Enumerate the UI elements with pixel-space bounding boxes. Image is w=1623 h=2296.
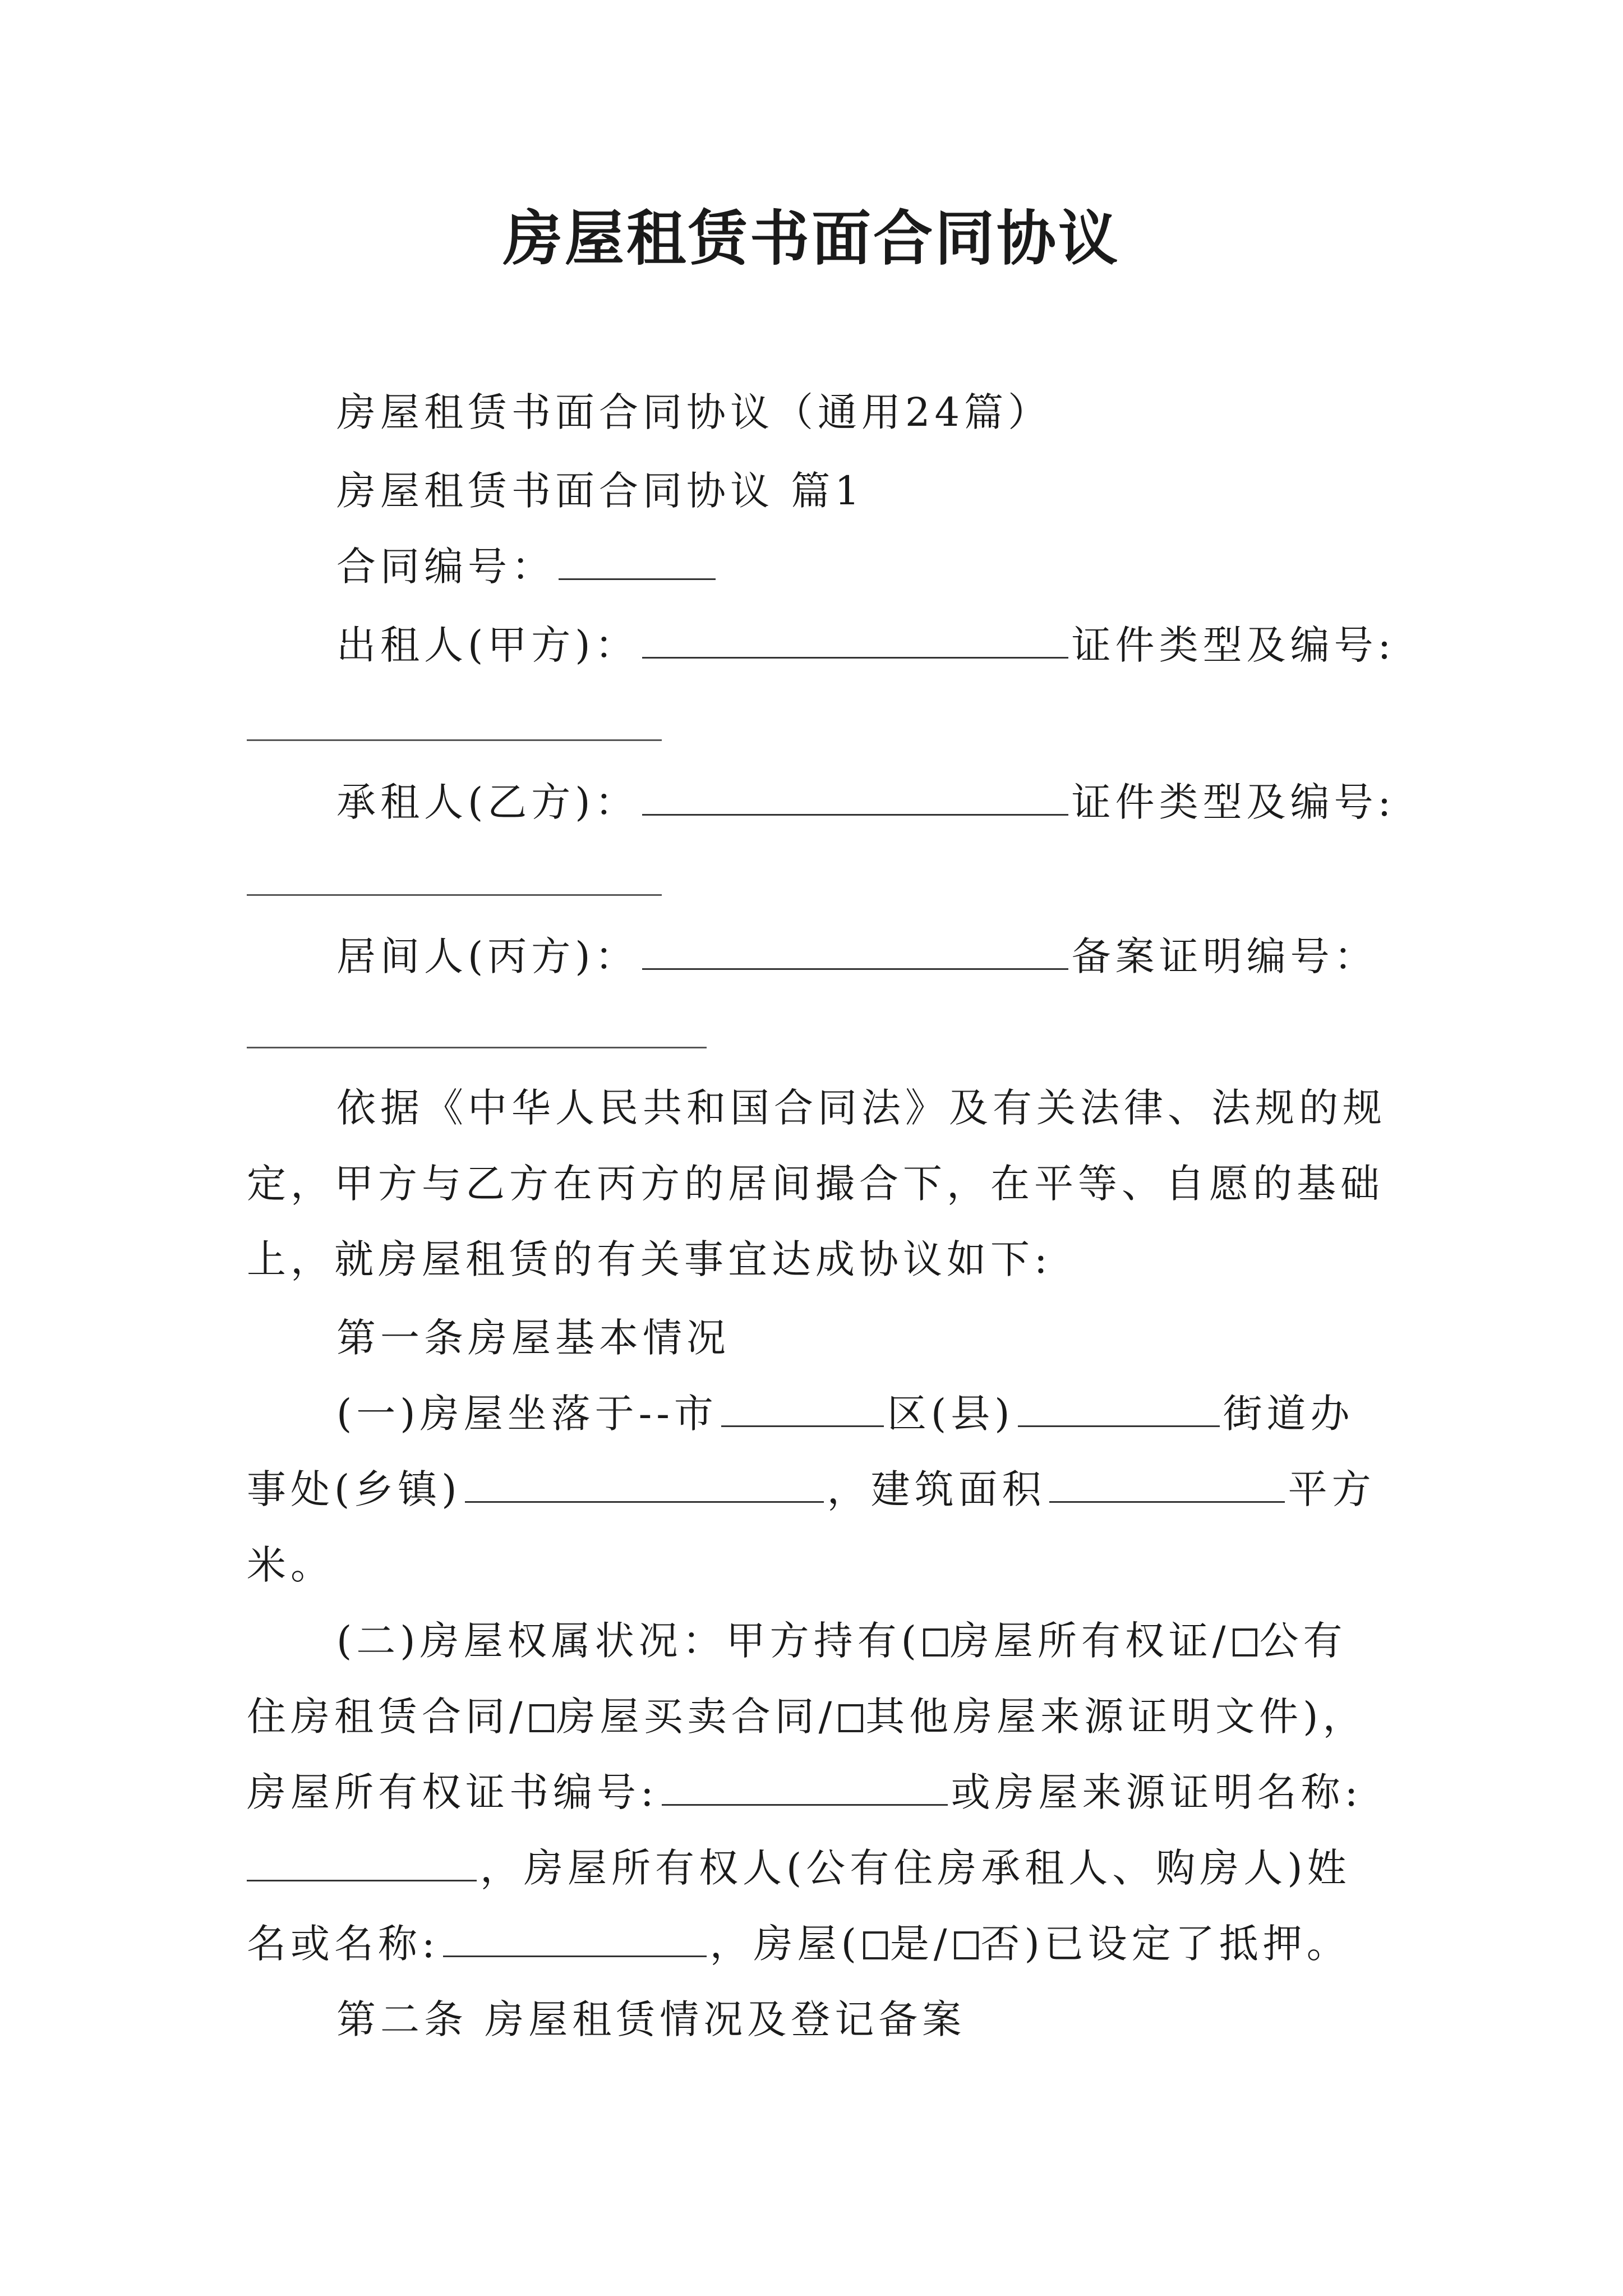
- certificate-number-blank[interactable]: [662, 1769, 948, 1806]
- item-2-line-3: [247, 1767, 1362, 1818]
- agent-blank[interactable]: [642, 933, 1068, 970]
- contract-number-blank[interactable]: [559, 544, 716, 580]
- lessee-label: 承租人(乙方)：: [336, 779, 639, 825]
- mortgage-label: ，房屋(: [709, 1921, 861, 1967]
- owner-name-blank[interactable]: [443, 1921, 707, 1957]
- lessor-blank[interactable]: [642, 622, 1068, 659]
- article-1-heading: 第一条房屋基本情况: [336, 1315, 730, 1361]
- intro-line-3: 上，就房屋租赁的有关事宜达成协议如下:: [247, 1236, 1052, 1282]
- lessor-label: 出租人(甲方)：: [336, 622, 639, 668]
- item-2-line-2: [247, 1691, 1367, 1742]
- unit-label: 平方: [1288, 1466, 1376, 1512]
- lessee-row: [336, 777, 1395, 827]
- source-name-blank[interactable]: [247, 1845, 477, 1881]
- item-1-line-2: [247, 1464, 1376, 1515]
- lessor-row: [336, 620, 1395, 670]
- township-label: 事处(乡镇): [247, 1466, 462, 1512]
- mortgage-no-label: 否)已设定了抵押。: [980, 1921, 1350, 1967]
- floor-area-label: ，建筑面积: [827, 1466, 1046, 1512]
- lessee-blank[interactable]: [642, 779, 1068, 816]
- checkbox-purchase-contract[interactable]: [529, 1704, 554, 1732]
- other-source-label: 其他房屋来源证明文件)，: [865, 1694, 1367, 1740]
- checkbox-other-source[interactable]: [838, 1704, 863, 1732]
- lessor-id-label: 证件类型及编号:: [1071, 622, 1396, 668]
- checkbox-mortgage-no[interactable]: [954, 1931, 979, 1959]
- floor-area-blank[interactable]: [1049, 1466, 1285, 1503]
- contract-number-label: 合同编号：: [336, 544, 555, 590]
- ownership-certificate-label: 房屋所有权证/: [949, 1618, 1230, 1664]
- filing-number-blank[interactable]: [247, 1047, 707, 1048]
- district-label: 区(县): [887, 1391, 1015, 1437]
- intro-line-2: 定，甲方与乙方在丙方的居间撮合下，在平等、自愿的基础: [247, 1161, 1384, 1207]
- checkbox-public-housing[interactable]: [1233, 1628, 1257, 1657]
- item-2-line-4: [247, 1843, 1351, 1893]
- article-2-heading: 第二条 房屋租赁情况及登记备案: [336, 1996, 966, 2042]
- item-2-line-5: [247, 1918, 1350, 1969]
- item-2-line-1: [336, 1616, 1347, 1666]
- filing-label: 备案证明编号：: [1071, 933, 1378, 979]
- agent-row: [336, 931, 1378, 982]
- ownership-label: (二)房屋权属状况：甲方持有(: [336, 1618, 921, 1664]
- city-blank[interactable]: [721, 1391, 884, 1427]
- section-heading: 房屋租赁书面合同协议 篇1: [336, 468, 864, 514]
- checkbox-mortgage-yes[interactable]: [863, 1931, 888, 1959]
- rental-contract-label: 住房租赁合同/: [247, 1694, 527, 1740]
- purchase-contract-label: 房屋买卖合同/: [556, 1694, 837, 1740]
- public-housing-label: 公有: [1259, 1618, 1347, 1664]
- owner-name-label: ，房屋所有权人(公有住房承租人、购房人)姓: [480, 1845, 1351, 1891]
- document-title: 房屋租赁书面合同协议: [503, 203, 1120, 273]
- checkbox-ownership-certificate[interactable]: [923, 1628, 948, 1657]
- certificate-number-label: 房屋所有权证书编号:: [247, 1769, 658, 1815]
- contract-number-row: [336, 541, 719, 592]
- lessee-id-label: 证件类型及编号:: [1071, 779, 1396, 825]
- owner-name-label-cont: 名或名称:: [247, 1921, 440, 1967]
- item-1-line-3: 米。: [247, 1542, 334, 1588]
- township-blank[interactable]: [465, 1466, 824, 1503]
- source-name-label: 或房屋来源证明名称:: [951, 1769, 1363, 1815]
- subtitle: 房屋租赁书面合同协议（通用24篇）: [336, 389, 1052, 435]
- mortgage-yes-label: 是/: [889, 1921, 952, 1967]
- lessee-id-blank[interactable]: [247, 894, 662, 896]
- item-1-line-1: [336, 1388, 1354, 1439]
- street-office-label: 街道办: [1223, 1391, 1354, 1437]
- intro-line-1: 依据《中华人民共和国合同法》及有关法律、法规的规: [336, 1085, 1386, 1131]
- item-1-location-label: (一)房屋坐落于--市: [336, 1391, 718, 1437]
- agent-label: 居间人(丙方)：: [336, 933, 639, 979]
- lessor-id-blank[interactable]: [247, 739, 662, 741]
- district-blank[interactable]: [1018, 1391, 1220, 1427]
